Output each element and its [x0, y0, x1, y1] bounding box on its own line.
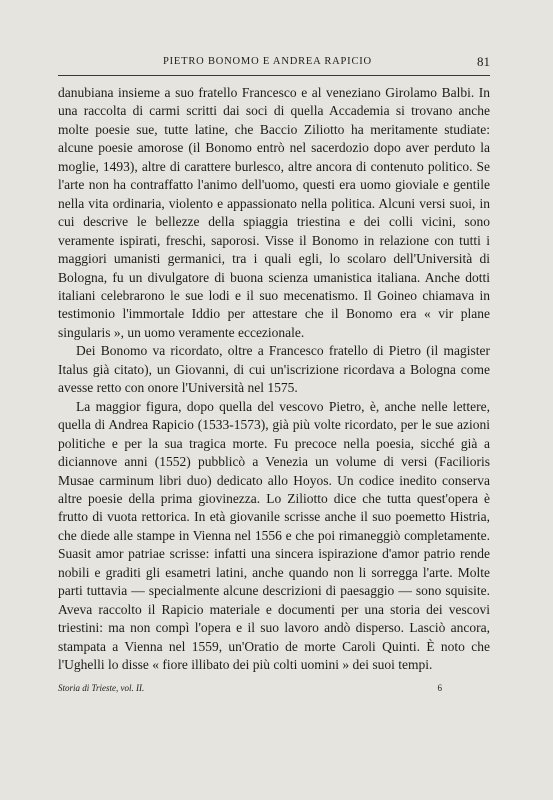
paragraph-3: La maggior figura, dopo quella del vescovo Pietro, è, anche nelle lettere, quella di Andrea Rapicio (1533-1573), già più volte ricordato, per le sue azioni politiche e per la sua tragica morte. Fu precoce nella poesia, sicché già a diciannove anni (1552) pubblicò a Venezia un volume di versi (Facilioris Musae carminum libri duo) dedicato allo Hoyos. Un codice inedito conserva altre poesie della prima giovinezza. Lo Ziliotto dice che tutta quest'opera è frutto di vuota rettorica. In età giovanile scrisse anche il suo poemetto Histria, che diede alle stampe in Vienna nel 1556 e che poi rimaneggiò completamente. Suasit amor patriae scrisse: infatti una sincera ispirazione d'amor patrio rende nobili e graditi gli esametri latini, anche quando non li sorregga l'arte. Molte parti tuttavia — specialmente alcune descrizioni di paesaggio — sono squisite. Aveva raccolto il Rapicio materiale e documenti per una storia dei vescovi triestini: ma non compì l'opera e il suo lavoro andò disperso. Lasciò ancora, stampata a Vienna nel 1559, un'Oratio de morte Caroli Quinti. È noto che l'Ughelli lo disse « fiore illibato dei più colti uomini » dei suoi tempi. — [58, 398, 490, 673]
paragraph-2: Dei Bonomo va ricordato, oltre a Francesco fratello di Pietro (il magister Italus già citato), un Giovanni, di cui un'iscrizione ricordava a Bologna come avesse retto con onore l'Università nel 1575. — [58, 343, 490, 396]
paragraph-1: danubiana insieme a suo fratello Francesco e al veneziano Girolamo Balbi. In una raccolta di carmi scritti dai soci di quella Accademia si trovano anche molte poesie sue, tutte latine, che Baccio Ziliotto ha meritamente studiate: alcune poesie amorose (il Bonomo entrò nel sacerdozio dopo aver perduto la moglie, 1493), altre di carattere burlesco, altre ancora di contenuto politico. Se l'arte non ha contraffatto l'animo dell'uomo, questi era uomo gioviale e gentile nella vita ordinaria, violento e appassionato nella politica. Alcuni versi suoi, in cui descrive le bellezze della spiaggia triestina e dei colli vicini, sono veramente ispirati, freschi, saporosi. Visse il Bonomo in relazione con tutti i maggiori umanisti germanici, tra i quali egli, lo scolaro dell'Università di Bologna, fu un divulgatore di buona scienza umanistica italiana. Anche dotti italiani celebrarono le sue lodi e il suo mecenatismo. Il Goineo chiamava in testimonio l'immortale Iddio per attestare che il Bonomo era « vir plane singularis », un uomo veramente eccezionale. — [58, 85, 490, 340]
running-head: PIETRO BONOMO E ANDREA RAPICIO — [163, 56, 372, 67]
footer-signature: Storia di Trieste, vol. II. — [58, 683, 145, 693]
footer-sheet-number: 6 — [437, 683, 442, 693]
header-rule — [58, 75, 490, 76]
body-text — [58, 84, 490, 675]
page-number: 81 — [477, 54, 490, 69]
page-footer — [58, 683, 442, 697]
page-header — [58, 54, 490, 74]
